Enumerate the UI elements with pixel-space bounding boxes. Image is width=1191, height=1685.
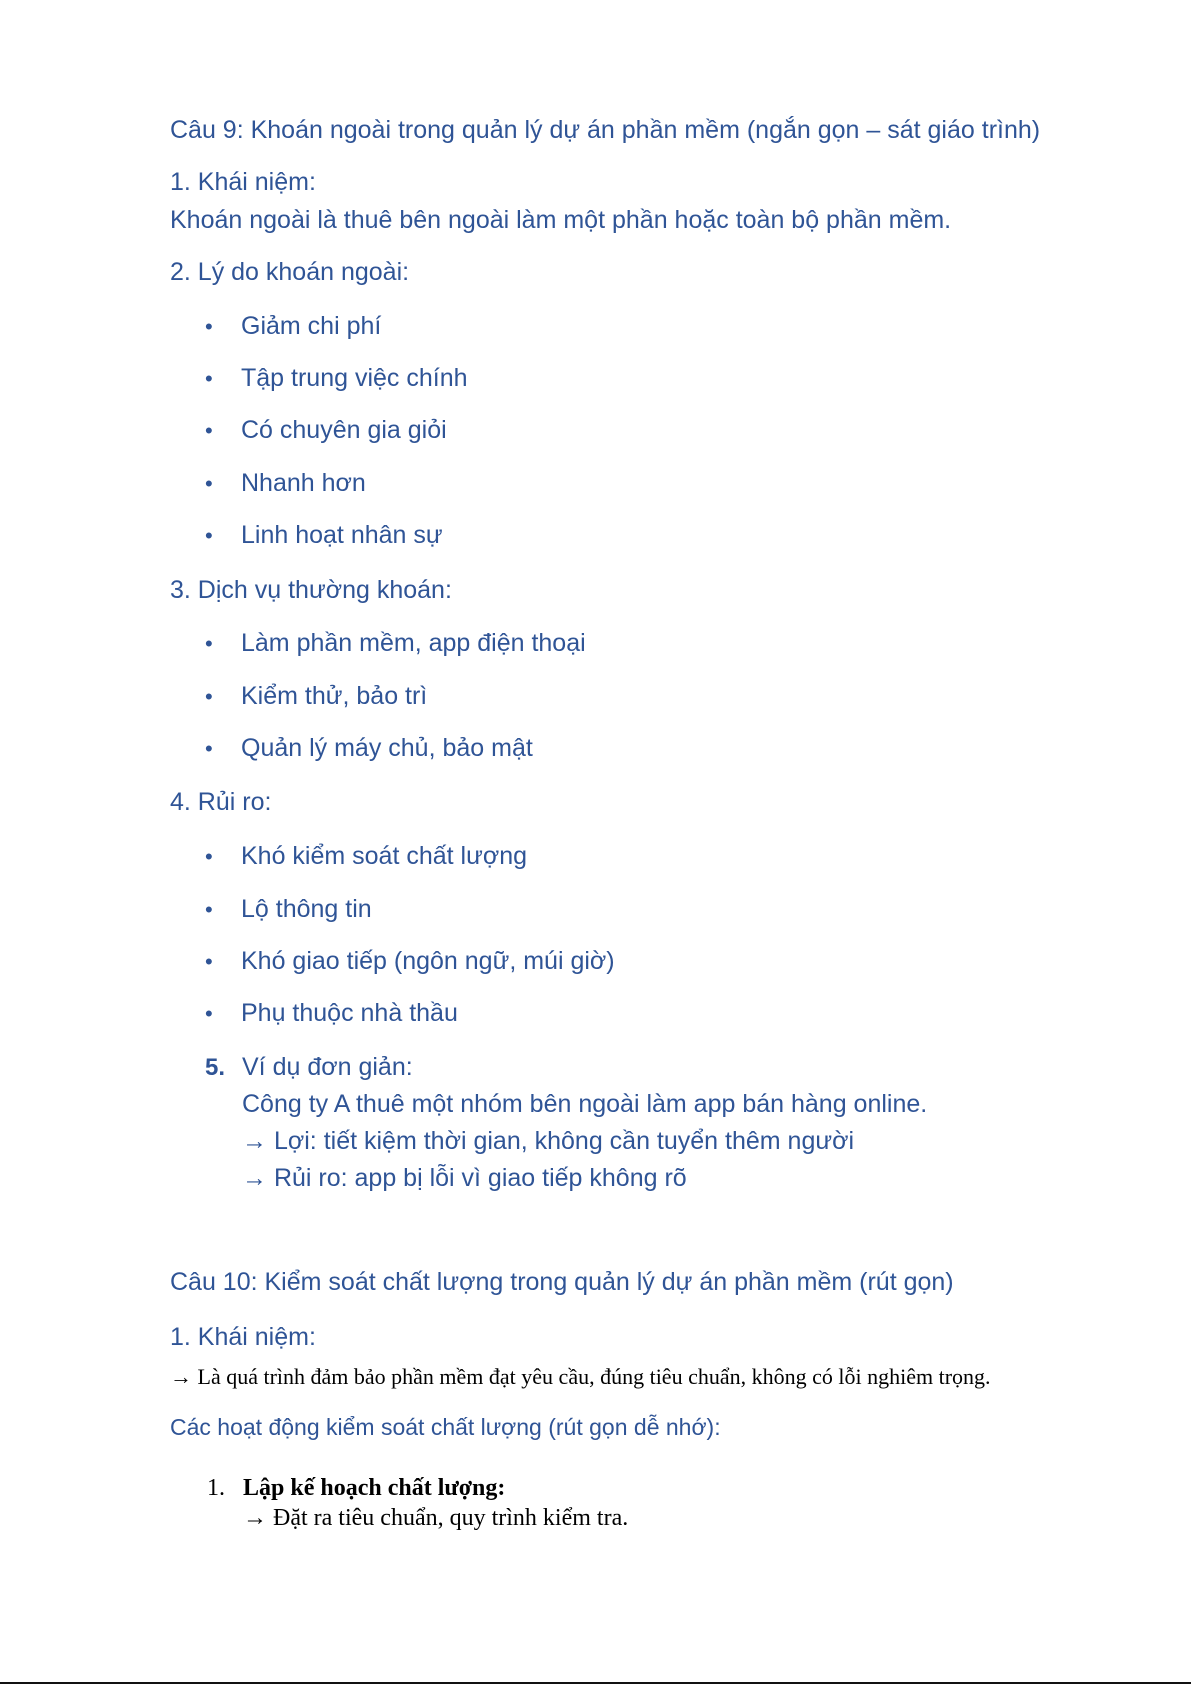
list-item: • Lộ thông tin: [205, 895, 372, 923]
page-bottom-border: [0, 1682, 1191, 1684]
q9-s2-heading: 2. Lý do khoán ngoài:: [170, 258, 410, 286]
bullet-icon: •: [205, 684, 213, 709]
list-item: • Kiểm thử, bảo trì: [205, 682, 428, 710]
list-item: • Quản lý máy chủ, bảo mật: [205, 734, 533, 762]
q10-title: Câu 10: Kiểm soát chất lượng trong quản lý dự án phần mềm (rút gọn): [170, 1268, 954, 1296]
q9-s1-text: Khoán ngoài là thuê bên ngoài làm một phần hoặc toàn bộ phần mềm.: [170, 206, 952, 234]
bullet-icon: •: [205, 897, 213, 922]
q9-s5-line2: → Lợi: tiết kiệm thời gian, không cần tuyển thêm người: [242, 1127, 855, 1155]
bullet-icon: •: [205, 471, 213, 496]
bullet-icon: •: [205, 314, 213, 339]
bullet-icon: •: [205, 366, 213, 391]
q9-s5-line1: Công ty A thuê một nhóm bên ngoài làm app bán hàng online.: [242, 1090, 928, 1118]
q9-title: Câu 9: Khoán ngoài trong quản lý dự án phần mềm (ngắn gọn – sát giáo trình): [170, 116, 1041, 144]
list-item: • Khó giao tiếp (ngôn ngữ, múi giờ): [205, 947, 615, 975]
list-item: • Linh hoạt nhân sự: [205, 521, 443, 549]
q10-item1-heading: Lập kế hoạch chất lượng:: [243, 1475, 506, 1501]
list-item: • Phụ thuộc nhà thầu: [205, 999, 458, 1027]
q9-s3-heading: 3. Dịch vụ thường khoán:: [170, 576, 452, 604]
bullet-icon: •: [205, 631, 213, 656]
q9-s5-line3: → Rủi ro: app bị lỗi vì giao tiếp không rõ: [242, 1164, 687, 1192]
bullet-icon: •: [205, 1001, 213, 1026]
list-item: • Tập trung việc chính: [205, 364, 468, 392]
bullet-icon: •: [205, 418, 213, 443]
bullet-icon: •: [205, 844, 213, 869]
q9-s1-heading: 1. Khái niệm:: [170, 168, 316, 196]
list-item: • Giảm chi phí: [205, 312, 382, 340]
bullet-icon: •: [205, 523, 213, 548]
list-item: • Có chuyên gia giỏi: [205, 416, 447, 444]
bullet-icon: •: [205, 736, 213, 761]
list-item: • Nhanh hơn: [205, 469, 366, 497]
q9-s5-number: 5.: [205, 1054, 226, 1081]
q10-s1-heading: 1. Khái niệm:: [170, 1323, 316, 1351]
list-item: • Làm phần mềm, app điện thoại: [205, 629, 586, 657]
q10-item1-text: → Đặt ra tiêu chuẩn, quy trình kiểm tra.: [243, 1505, 629, 1531]
q10-s1-text: → Là quá trình đảm bảo phần mềm đạt yêu cầu, đúng tiêu chuẩn, không có lỗi nghiêm trọng.: [170, 1364, 991, 1389]
q10-item1-number: 1.: [207, 1475, 225, 1501]
list-item: • Khó kiểm soát chất lượng: [205, 842, 528, 870]
q9-s4-heading: 4. Rủi ro:: [170, 788, 272, 816]
q9-s5-heading: Ví dụ đơn giản:: [242, 1053, 413, 1081]
bullet-icon: •: [205, 949, 213, 974]
q10-activities-heading: Các hoạt động kiểm soát chất lượng (rút gọn dễ nhớ):: [170, 1414, 721, 1440]
